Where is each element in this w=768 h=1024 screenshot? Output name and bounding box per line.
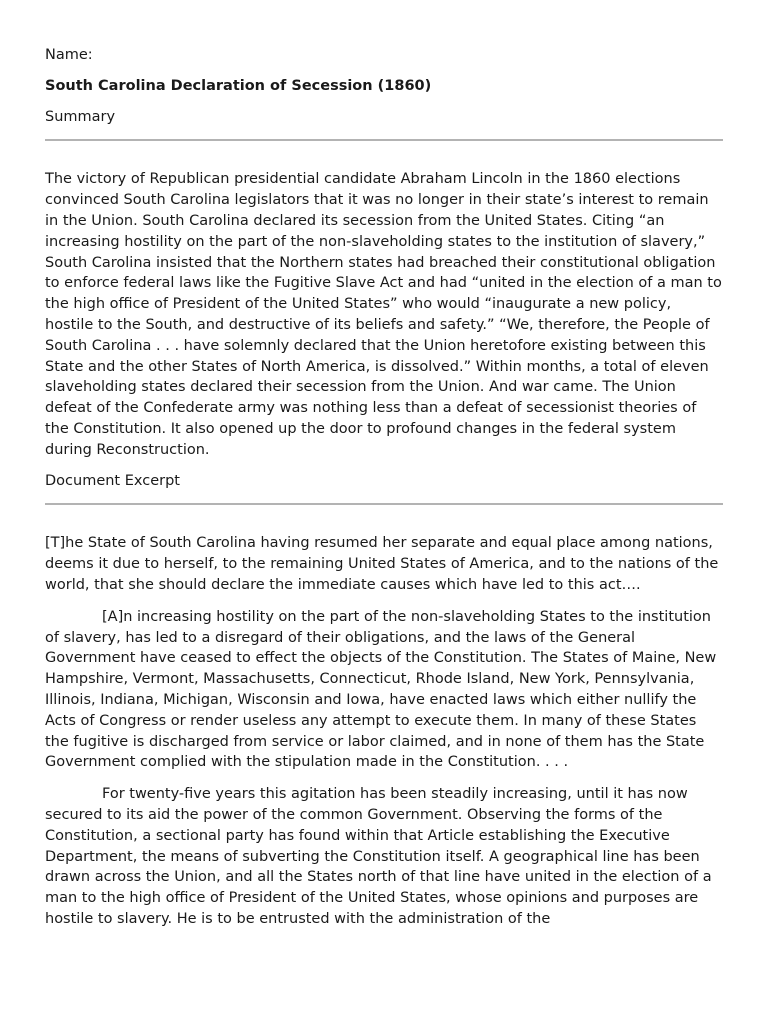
- excerpt-divider: [45, 503, 723, 505]
- summary-label: Summary: [45, 108, 116, 125]
- name-label: Name:: [45, 47, 93, 63]
- summary-divider: [45, 139, 723, 141]
- summary-paragraph: The victory of Republican presidential candidate Abraham Lincoln in the 1860 elections convinced South Carolina legislators that it was no longer in their state’s interest to remain in the Union. South Carolina declared its secession from the United States. Citing “an increasing hostility on the part of the non-slaveholding states to the institution of slavery,” South Carolina insisted that the Northern states had breached their constitutional obligation to enforce federal laws like the Fugitive Slave Act and had “united in the election of a man to the high office of President of the United States” who would “inaugurate a new policy, hostile to the South, and destructive of its beliefs and safety.” “We, therefore, the People of South Carolina . . . have solemnly declared that the Union heretofore existing between this State and the other States of North America, is dissolved.” Within months, a total of eleven slaveholding states declared their secession from the Union. And war came. The Union defeat of the Confederate army was nothing less than a defeat of secessionist theories of the Constitution. It also opened up the door to profound changes in the federal system during Reconstruction.: [45, 171, 722, 458]
- excerpt-paragraph-2: [A]n increasing hostility on the part of the non-slaveholding States to the institution of slavery, has led to a disregard of their obligations, and the laws of the General Government have ceased to effect the objects of the Constitution. The States of Maine, New Hampshire, Vermont, Massachusetts, Connecticut, Rhode Island, New York, Pennsylvania, Illinois, Indiana, Michigan, Wisconsin and Iowa, have enacted laws which either nullify the Acts of Congress or render useless any attempt to execute them. In many of these States the fugitive is discharged from service or labor claimed, and in none of them has the State Government complied with the stipulation made in the Constitution. . . .: [45, 608, 717, 771]
- excerpt-paragraph-3: For twenty-five years this agitation has been steadily increasing, until it has now secured to its aid the power of the common Government. Observing the forms of the Constitution, a sectional party has found within that Article establishing the Executive Department, the means of subverting the Constitution itself. A geographical line has been drawn across the Union, and all the States north of that line have united in the election of a man to the high office of President of the United States, whose opinions and purposes are hostile to slavery. He is to be entrusted with the administration of the: [45, 786, 712, 927]
- document-content: [45, 45, 723, 930]
- document-excerpt-label: Document Excerpt: [45, 472, 180, 489]
- document-title: South Carolina Declaration of Secession (1860): [45, 77, 432, 94]
- excerpt-paragraph-1: [T]he State of South Carolina having resumed her separate and equal place among nations, deems it due to herself, to the remaining United States of America, and to the nations of the world, that she should declare the immediate causes which have led to this act….: [45, 535, 719, 593]
